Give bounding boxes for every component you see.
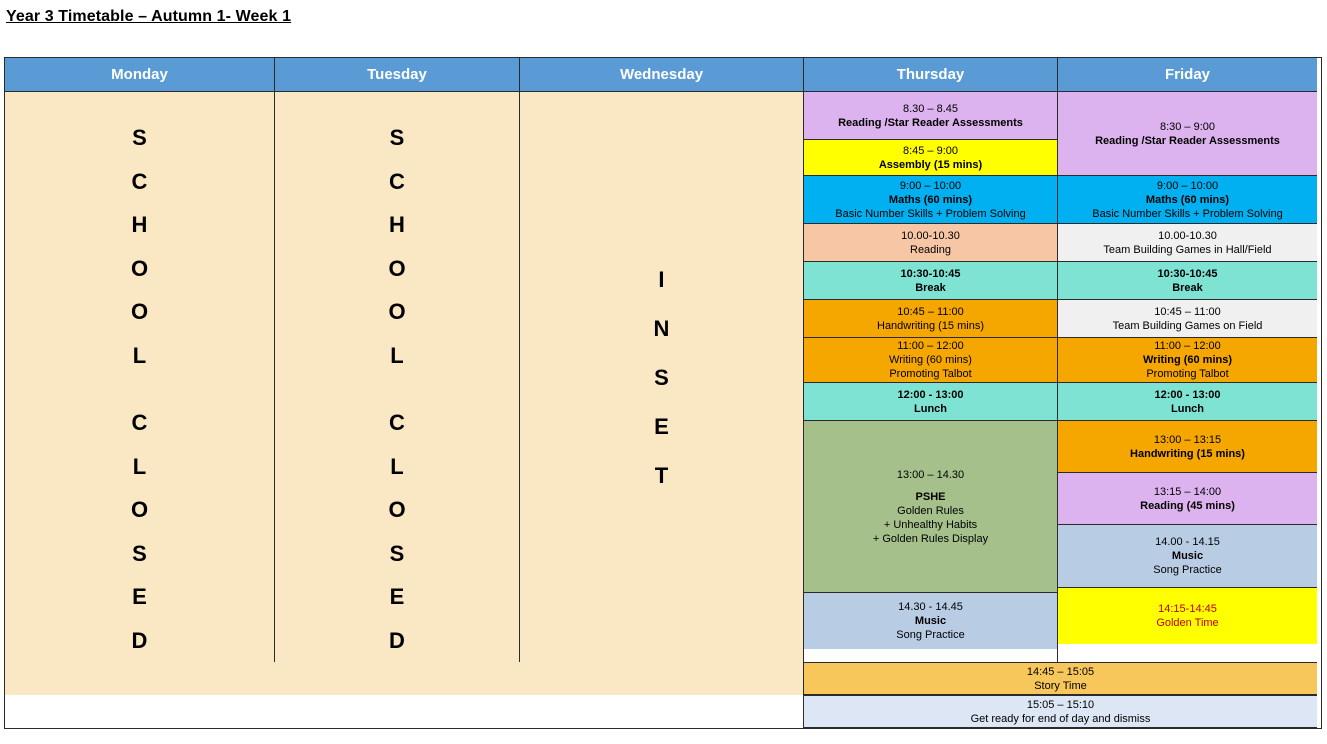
- slot-line: Team Building Games in Hall/Field: [1103, 243, 1272, 256]
- slot-line: Team Building Games on Field: [1112, 319, 1263, 332]
- slot-line: Golden Time: [1156, 617, 1219, 629]
- slot-time: 10:30-10:45: [900, 267, 961, 280]
- monday-letters-bottom: [131, 401, 148, 662]
- slot-time: 13:00 – 13:15: [1153, 433, 1222, 446]
- inset-letter: N: [653, 315, 670, 341]
- slot-time: 11:00 – 12:00: [897, 340, 964, 352]
- lesson-slot[interactable]: [804, 140, 1057, 176]
- lesson-slot[interactable]: [804, 383, 1057, 421]
- tuesday-letters-top: [388, 116, 405, 377]
- slot-line: Handwriting (15 mins): [1130, 447, 1245, 460]
- lesson-slot[interactable]: [804, 176, 1057, 224]
- day-header-friday: Friday: [1058, 58, 1317, 92]
- closed-letter: O: [130, 497, 149, 522]
- closed-letter: D: [389, 627, 405, 653]
- slot-line: Maths (60 mins): [888, 193, 973, 206]
- lesson-slot[interactable]: [804, 338, 1057, 383]
- lesson-slot[interactable]: [1058, 588, 1317, 644]
- slot-line: Break: [915, 281, 946, 294]
- closed-letter: C: [389, 168, 405, 194]
- slot-line: PSHE: [915, 490, 946, 503]
- lesson-slot[interactable]: [1058, 92, 1317, 176]
- tuesday-letters-bottom: [388, 401, 405, 662]
- closed-letter: E: [389, 584, 405, 609]
- closed-letter: S: [389, 125, 405, 150]
- column-tuesday: [275, 92, 520, 662]
- slot-time: 14:15-14:45: [1158, 603, 1217, 615]
- closed-letter: O: [130, 299, 149, 324]
- lesson-slot[interactable]: [804, 593, 1057, 649]
- day-header-row: [5, 58, 1321, 92]
- inset-letter: E: [654, 413, 669, 439]
- slot-line: Lunch: [914, 402, 947, 415]
- lesson-slot[interactable]: [804, 300, 1057, 338]
- slot-line: Break: [1172, 281, 1203, 294]
- slot-line: Get ready for end of day and dismiss: [970, 712, 1151, 725]
- slot-line: Reading /Star Reader Assessments: [838, 116, 1023, 129]
- closed-letter: D: [131, 627, 148, 653]
- slot-time: 10.00-10.30: [901, 229, 960, 242]
- slot-line: Lunch: [1171, 402, 1204, 415]
- slot-line: Reading (45 mins): [1140, 499, 1235, 512]
- closed-letter: S: [389, 540, 405, 566]
- closed-letter: S: [132, 125, 147, 150]
- slot-line: Song Practice: [896, 629, 965, 641]
- row-spacer: [5, 662, 804, 695]
- closed-letter: O: [388, 255, 406, 281]
- slot-line: Music: [1171, 550, 1204, 562]
- closed-letter: H: [131, 212, 148, 237]
- whole-class-slot[interactable]: [804, 695, 1317, 728]
- lesson-slot[interactable]: [804, 224, 1057, 262]
- full-width-row[interactable]: [5, 695, 1321, 728]
- closed-letter: S: [132, 540, 147, 566]
- lesson-slot[interactable]: [1058, 224, 1317, 262]
- closed-letter: O: [388, 299, 406, 324]
- slot-time: 13:15 – 14:00: [1153, 485, 1222, 498]
- slot-time: 12:00 - 13:00: [1154, 388, 1221, 401]
- closed-letter: L: [390, 453, 404, 479]
- full-width-row[interactable]: [5, 662, 1321, 695]
- closed-letter: C: [131, 168, 148, 194]
- inset-letter: I: [658, 266, 665, 292]
- lesson-slot[interactable]: [1058, 176, 1317, 224]
- closed-letter: O: [130, 255, 149, 281]
- slot-line: + Golden Rules Display: [872, 532, 989, 545]
- timetable-body: [5, 92, 1321, 662]
- column-wednesday: [520, 92, 804, 662]
- slot-time: 13:00 – 14.30: [896, 468, 965, 481]
- day-header-thursday: Thursday: [804, 58, 1058, 92]
- closed-letter: E: [132, 584, 147, 609]
- lesson-slot[interactable]: [804, 92, 1057, 140]
- slot-line: Song Practice: [1153, 564, 1222, 576]
- slot-time: 8.30 – 8.45: [902, 102, 959, 115]
- lesson-slot[interactable]: [1058, 473, 1317, 525]
- closed-letter: L: [132, 342, 147, 368]
- lesson-slot[interactable]: [1058, 300, 1317, 338]
- slot-time: 14.30 - 14.45: [898, 601, 963, 613]
- lesson-slot[interactable]: [804, 262, 1057, 300]
- slot-line: Reading /Star Reader Assessments: [1095, 134, 1280, 147]
- lesson-slot[interactable]: [1058, 383, 1317, 421]
- slot-time: 9:00 – 10:00: [899, 179, 962, 192]
- slot-line: Assembly (15 mins): [878, 158, 983, 171]
- slot-line: Writing (60 mins): [889, 354, 972, 366]
- slot-line: Promoting Talbot: [889, 368, 972, 380]
- lesson-slot[interactable]: [1058, 525, 1317, 588]
- inset-letter: S: [654, 364, 669, 390]
- lesson-slot[interactable]: [1058, 338, 1317, 383]
- lesson-slot[interactable]: [804, 421, 1057, 593]
- lesson-slot[interactable]: [1058, 262, 1317, 300]
- slot-time: 10:30-10:45: [1157, 267, 1218, 280]
- slot-line: Golden Rules: [897, 504, 964, 517]
- slot-time: 10.00-10.30: [1158, 229, 1217, 242]
- slot-time: 11:00 – 12:00: [1154, 340, 1221, 352]
- wednesday-inset-letters: [654, 255, 670, 500]
- inset-letter: T: [654, 462, 669, 488]
- slot-time: 8:30 – 9:00: [1159, 120, 1216, 133]
- slot-time: 10:45 – 11:00: [897, 305, 964, 318]
- slot-time: 12:00 - 13:00: [897, 388, 964, 401]
- closed-letter: L: [132, 453, 147, 479]
- slot-time: 14:45 – 15:05: [1026, 665, 1095, 678]
- column-monday: [5, 92, 275, 662]
- slot-line: Basic Number Skills + Problem Solving: [1092, 207, 1283, 220]
- slot-line: Music: [914, 615, 947, 627]
- slot-line: Story Time: [1034, 679, 1087, 692]
- day-header-tuesday: Tuesday: [275, 58, 520, 92]
- slot-line: Maths (60 mins): [1145, 193, 1230, 206]
- column-friday: [1058, 92, 1317, 662]
- slot-line: Handwriting (15 mins): [877, 319, 984, 332]
- closed-letter: O: [388, 497, 406, 522]
- day-header-monday: Monday: [5, 58, 275, 92]
- slot-time: 8:45 – 9:00: [902, 144, 959, 157]
- timetable-grid: [4, 57, 1322, 729]
- lesson-slot[interactable]: [1058, 421, 1317, 473]
- slot-line: Basic Number Skills + Problem Solving: [835, 207, 1026, 220]
- slot-time: 15:05 – 15:10: [1026, 698, 1095, 711]
- slot-time: 14.00 - 14.15: [1155, 536, 1220, 548]
- slot-time: 10:45 – 11:00: [1154, 305, 1221, 318]
- closed-letter: L: [390, 342, 404, 368]
- full-width-rows: [5, 662, 1321, 728]
- whole-class-slot[interactable]: [804, 662, 1317, 695]
- slot-line: Writing (60 mins): [1142, 354, 1233, 366]
- slot-time: 9:00 – 10:00: [1156, 179, 1219, 192]
- slot-line: + Unhealthy Habits: [883, 518, 978, 531]
- row-spacer: [5, 695, 804, 728]
- column-thursday: [804, 92, 1058, 662]
- monday-letters-top: [131, 116, 148, 377]
- day-header-wednesday: Wednesday: [520, 58, 804, 92]
- closed-letter: H: [389, 212, 405, 237]
- closed-letter: C: [131, 410, 148, 435]
- closed-letter: C: [389, 410, 405, 435]
- slot-line: Promoting Talbot: [1146, 368, 1229, 380]
- page-title: Year 3 Timetable – Autumn 1- Week 1: [6, 8, 292, 25]
- slot-line: Reading: [910, 243, 951, 256]
